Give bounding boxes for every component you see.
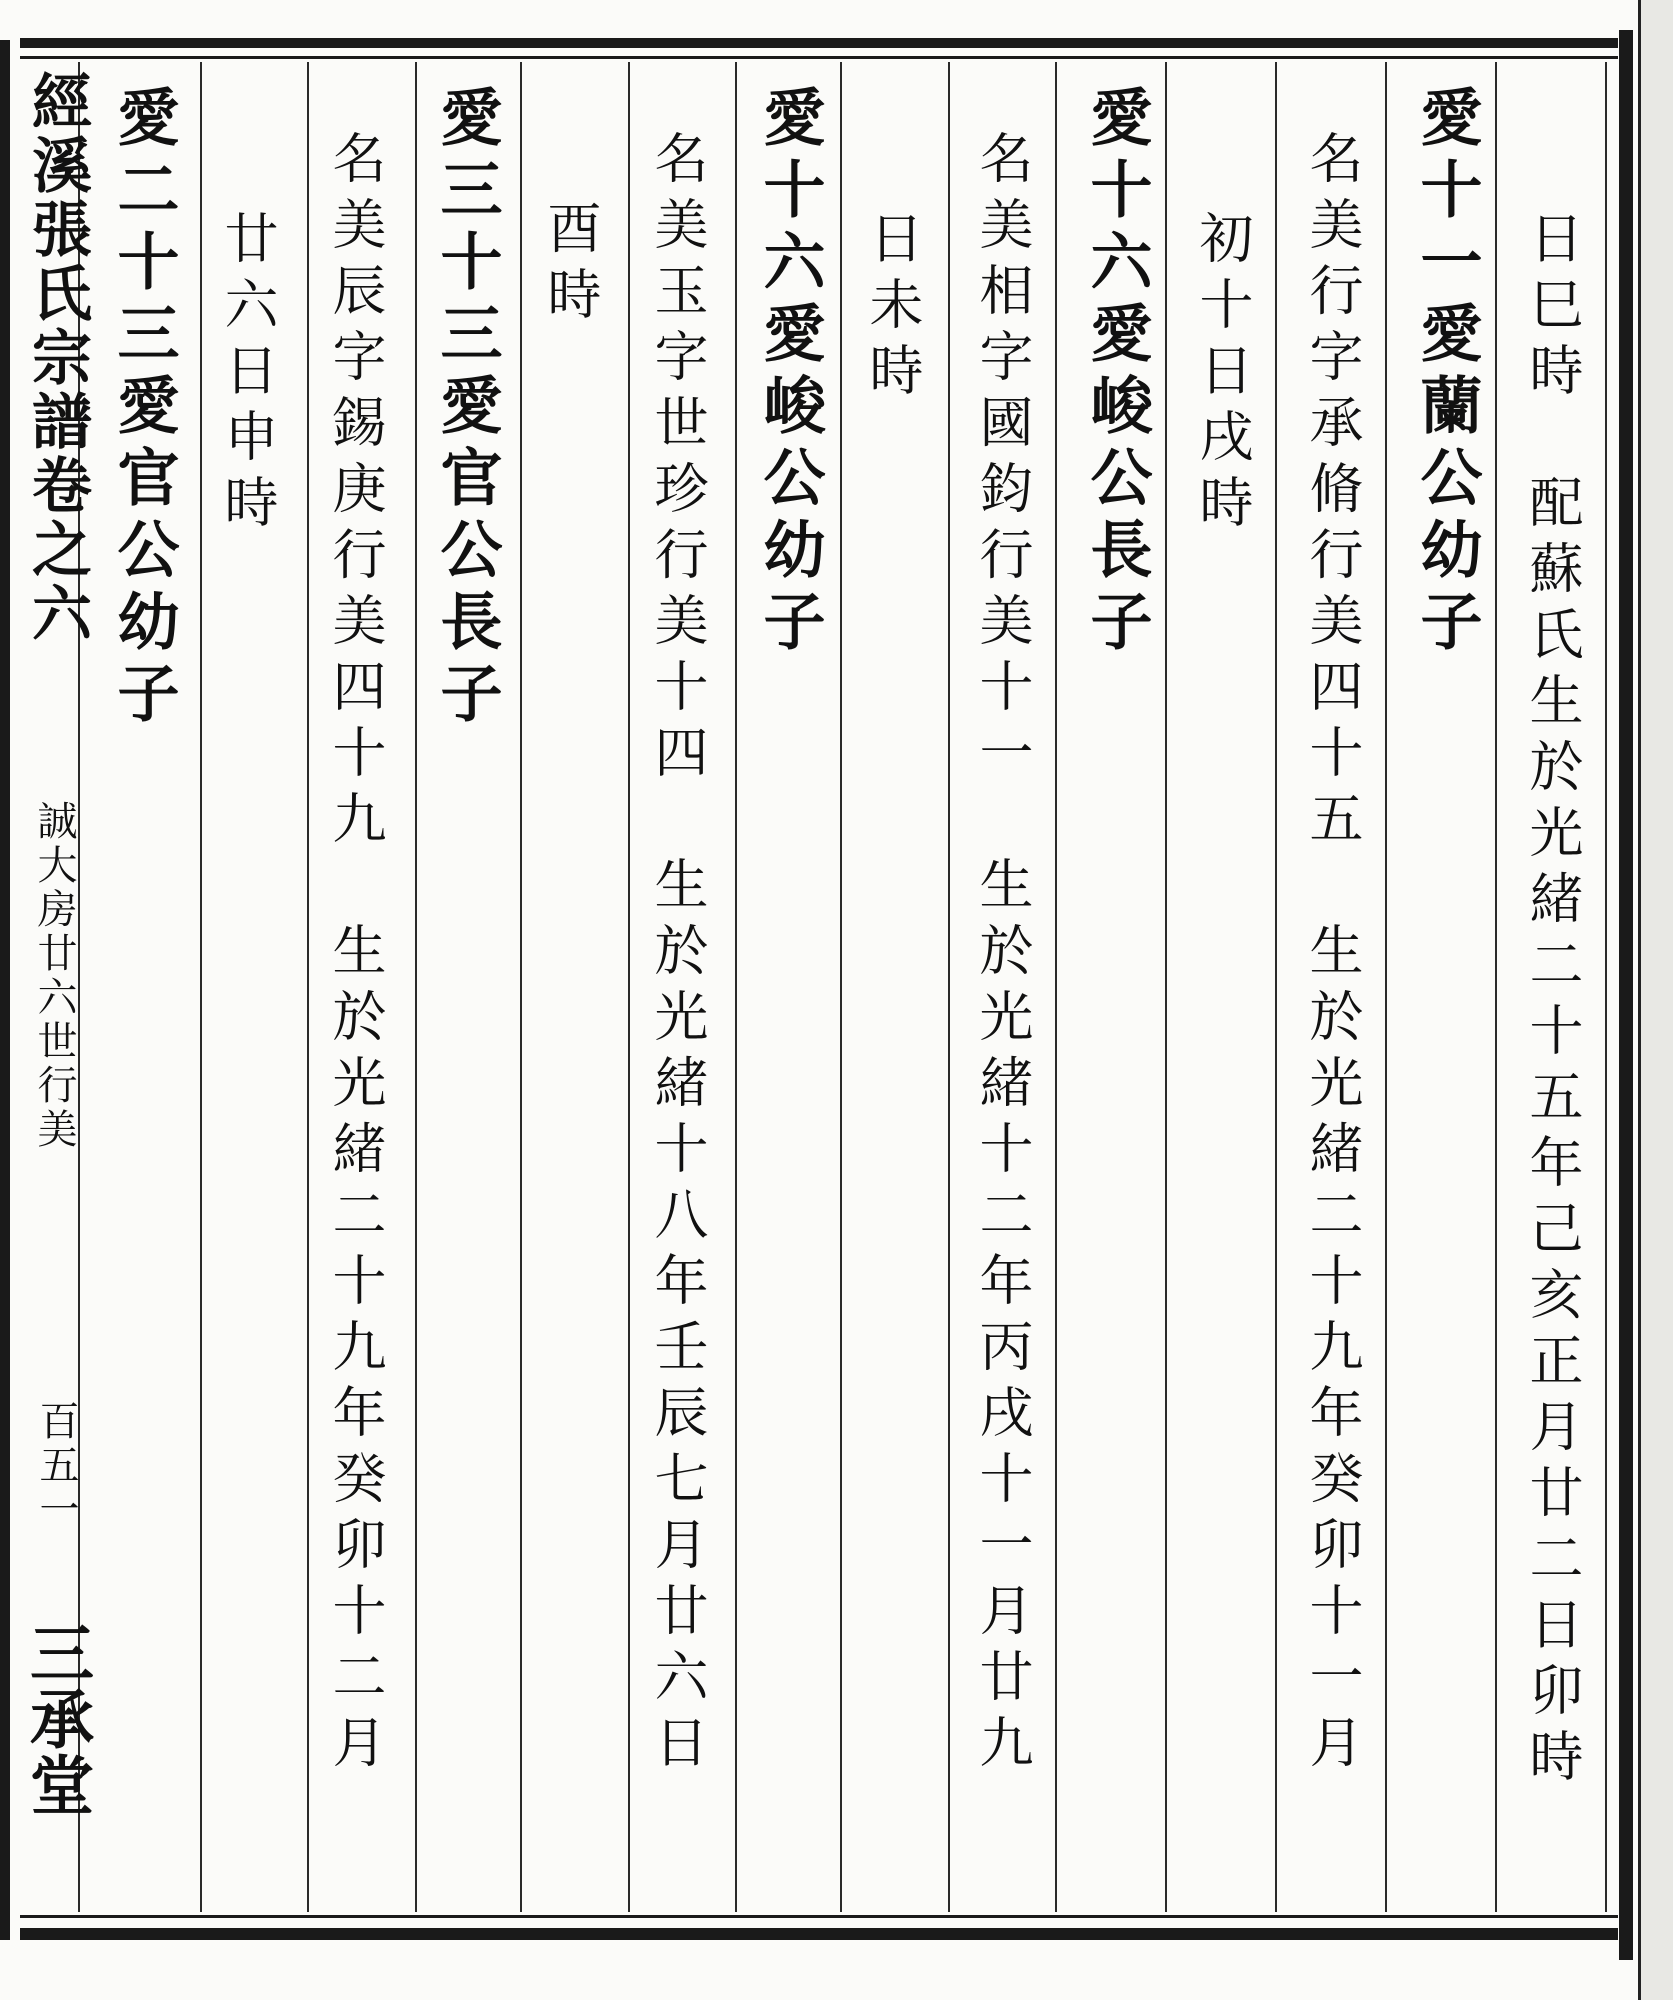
page-border-right (1619, 30, 1633, 1960)
entry-column: 名美辰字錫庚行美四十九 生於光緒二十九年癸卯十二月 (324, 130, 387, 1780)
page-number: 百五一 (33, 1400, 79, 1532)
entry-heading: 愛二十三愛官公幼子 (107, 85, 180, 733)
column-rule (1275, 62, 1277, 1912)
entry-heading: 愛十六愛峻公幼子 (753, 85, 826, 661)
column-rule (1495, 62, 1497, 1912)
page-border-left (0, 40, 10, 1940)
bottom-border (20, 1928, 1618, 1940)
entry-column: 日未時 (861, 210, 924, 408)
entry-column: 名美行字承脩行美四十五 生於光緒二十九年癸卯十一月 (1301, 130, 1364, 1780)
entry-heading: 愛十一愛蘭公幼子 (1410, 85, 1483, 661)
entry-column: 日巳時 配蘇氏生於光緒二十五年己亥正月廿二日卯時 (1521, 210, 1584, 1794)
column-rule (200, 62, 202, 1912)
column-rule (1055, 62, 1057, 1912)
column-rule (1605, 62, 1607, 1912)
column-rule (307, 62, 309, 1912)
entry-heading: 愛三十三愛官公長子 (430, 85, 503, 733)
book-title: 經溪張氏宗譜卷之六 (22, 70, 92, 646)
column-rule (735, 62, 737, 1912)
column-rule (1385, 62, 1387, 1912)
column-rule (840, 62, 842, 1912)
section-label: 誠大房廿六世行美 (31, 800, 77, 1152)
hall-name: 三承堂 (19, 1620, 94, 1818)
entry-column: 初十日戌時 (1191, 210, 1254, 540)
entry-column: 名美相字國鈞行美十一 生於光緒十二年丙戌十一月廿九 (971, 130, 1034, 1780)
top-border-thin (20, 56, 1618, 59)
column-rule (520, 62, 522, 1912)
column-rule (415, 62, 417, 1912)
facing-page-edge (1638, 0, 1673, 2000)
column-rule (948, 62, 950, 1912)
entry-column: 廿六日申時 (216, 210, 279, 540)
bottom-border-thin (20, 1915, 1618, 1918)
column-rule (628, 62, 630, 1912)
entry-heading: 愛十六愛峻公長子 (1080, 85, 1153, 661)
column-rule (1165, 62, 1167, 1912)
entry-column: 酉時 (539, 200, 602, 332)
entry-column: 名美玉字世珍行美十四 生於光緒十八年壬辰七月廿六日 (646, 130, 709, 1780)
top-border (20, 38, 1618, 48)
